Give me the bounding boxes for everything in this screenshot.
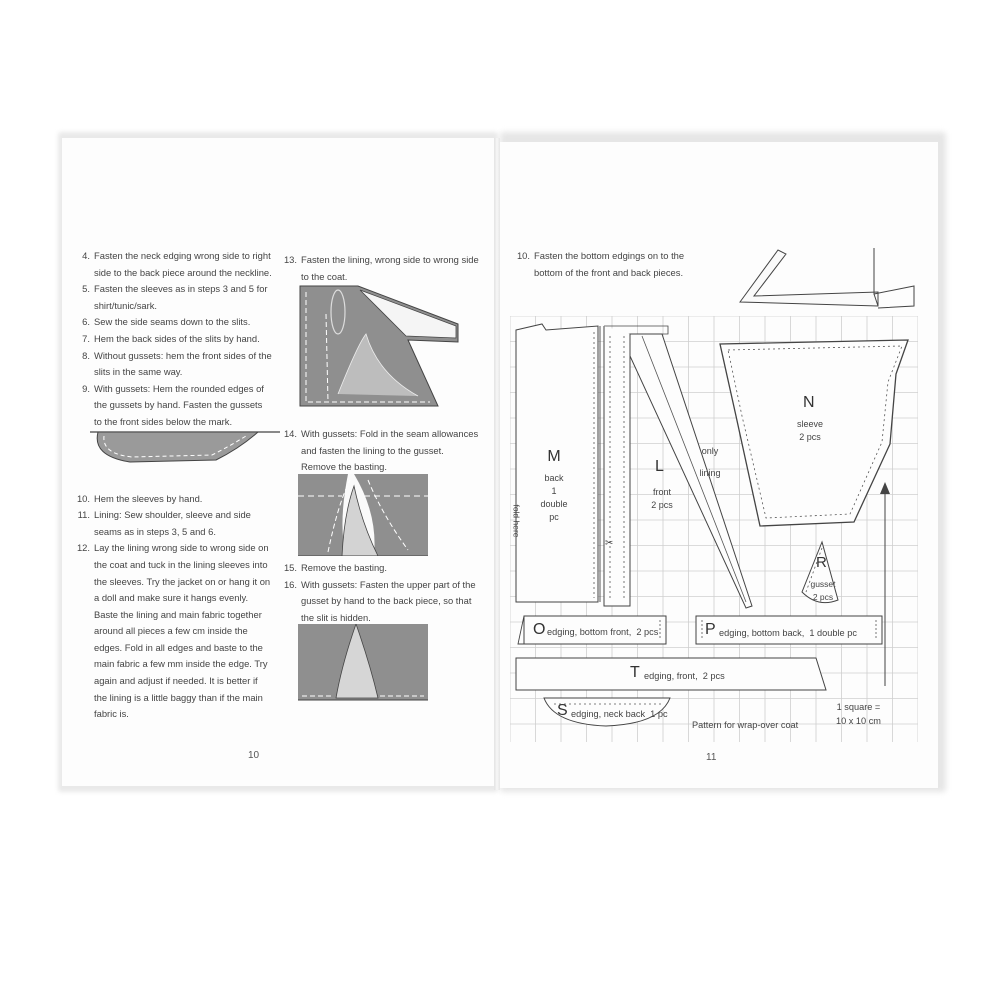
piece-letter-O: O [533, 621, 546, 638]
only-lining-label [693, 440, 727, 484]
instruction-step: 15. Remove the basting. [283, 561, 387, 573]
instruction-step: 10. Hem the sleeves by hand. [76, 492, 203, 504]
scale-text: 1 square = [836, 702, 881, 712]
edging-corner-illustration [738, 248, 918, 314]
piece-M-label [536, 472, 572, 524]
instruction-step: 16. With gussets: Fasten the upper part of the gusset by hand to the back piece, so that the slit is hidden. [283, 578, 476, 623]
instruction-step: 12. Lay the lining wrong side to wrong side on the coat and tuck in the lining sleeves into the sleeves. Try the jacket on or hang it on a doll and make sure it hangs evenly. Baste the lining and main fabric together around all pieces a few cm inside the edges. Fold in all edges and baste to the main fabric a few mm inside the edge. Try again and adjust if needed. It is better if the lining is a little baggy than if the main fabric is. [76, 542, 271, 720]
piece-R-text: 2 pcs [812, 592, 834, 602]
piece-L-text: 2 pcs [651, 500, 673, 510]
piece-N-text: sleeve [796, 419, 823, 429]
piece-letter-S: S [557, 702, 568, 719]
instructions-column-1 [72, 248, 272, 723]
piece-M-text: 1 [551, 486, 557, 496]
page-number: 10 [248, 750, 260, 761]
scissors-icon: ✂ [605, 538, 614, 549]
lining-text: lining [699, 468, 721, 478]
gusset-hem-illustration [90, 426, 280, 470]
piece-R-label [806, 578, 840, 604]
instructions-column-3 [512, 248, 692, 281]
instruction-step: 10. Fasten the bottom edgings on to the bottom of the front and back pieces. [516, 250, 685, 278]
fold-here-label: fold here [511, 504, 522, 538]
instruction-step: 13. Fasten the lining, wrong side to wrong side to the coat. [283, 254, 479, 282]
piece-R-text: gusset [810, 579, 836, 589]
piece-letter-M: M [547, 448, 561, 465]
scale-legend [836, 700, 881, 728]
instruction-step: 7. Hem the back sides of the slits by hand. [82, 332, 260, 344]
piece-P-label: edging, bottom back, 1 double pc [719, 628, 857, 638]
piece-L-text: front [652, 487, 671, 497]
gusset-back-illustration [298, 624, 428, 704]
piece-letter-T: T [630, 664, 640, 681]
piece-letter-L: L [655, 458, 664, 475]
scale-text: 10 x 10 cm [836, 716, 881, 726]
instruction-step: 9. With gussets: Hem the rounded edges of the gussets by hand. Fasten the gussets to the front sides below the mark. [82, 382, 264, 427]
piece-L-label [644, 486, 680, 512]
piece-T-label: edging, front, 2 pcs [644, 671, 725, 681]
piece-O-label: edging, bottom front, 2 pcs [547, 627, 659, 637]
piece-S-label: edging, neck back 1 pc [571, 709, 668, 719]
piece-N-text: 2 pcs [799, 432, 821, 442]
book-spine [494, 138, 500, 790]
piece-letter-R: R [816, 554, 827, 571]
instruction-step: 6. Sew the side seams down to the slits. [82, 316, 251, 328]
piece-letter-N: N [803, 394, 815, 411]
gusset-lining-illustration [298, 474, 428, 556]
piece-letter-P: P [705, 621, 716, 638]
lining-text: only [701, 446, 719, 456]
page-number: 11 [706, 752, 717, 763]
piece-M-text: pc [549, 512, 559, 522]
coat-lining-illustration [298, 284, 468, 412]
piece-M-text: back [544, 473, 564, 483]
instruction-step: 8. Without gussets: hem the front sides of the slits in the same way. [82, 349, 272, 378]
pattern-caption: Pattern for wrap-over coat [692, 720, 799, 730]
instruction-step: 14. With gussets: Fold in the seam allowances and fasten the lining to the gusset. Remove the basting. [283, 428, 479, 473]
instruction-step: 11. Lining: Sew shoulder, sleeve and side seams as in steps 3, 5 and 6. [77, 509, 251, 537]
instruction-step: 5. Fasten the sleeves as in steps 3 and 5 for shirt/tunic/sark. [82, 283, 268, 311]
piece-N-label [790, 418, 830, 444]
instruction-step: 4. Fasten the neck edging wrong side to right side to the back piece around the neckline. [82, 250, 272, 278]
piece-M-text: double [540, 499, 568, 509]
